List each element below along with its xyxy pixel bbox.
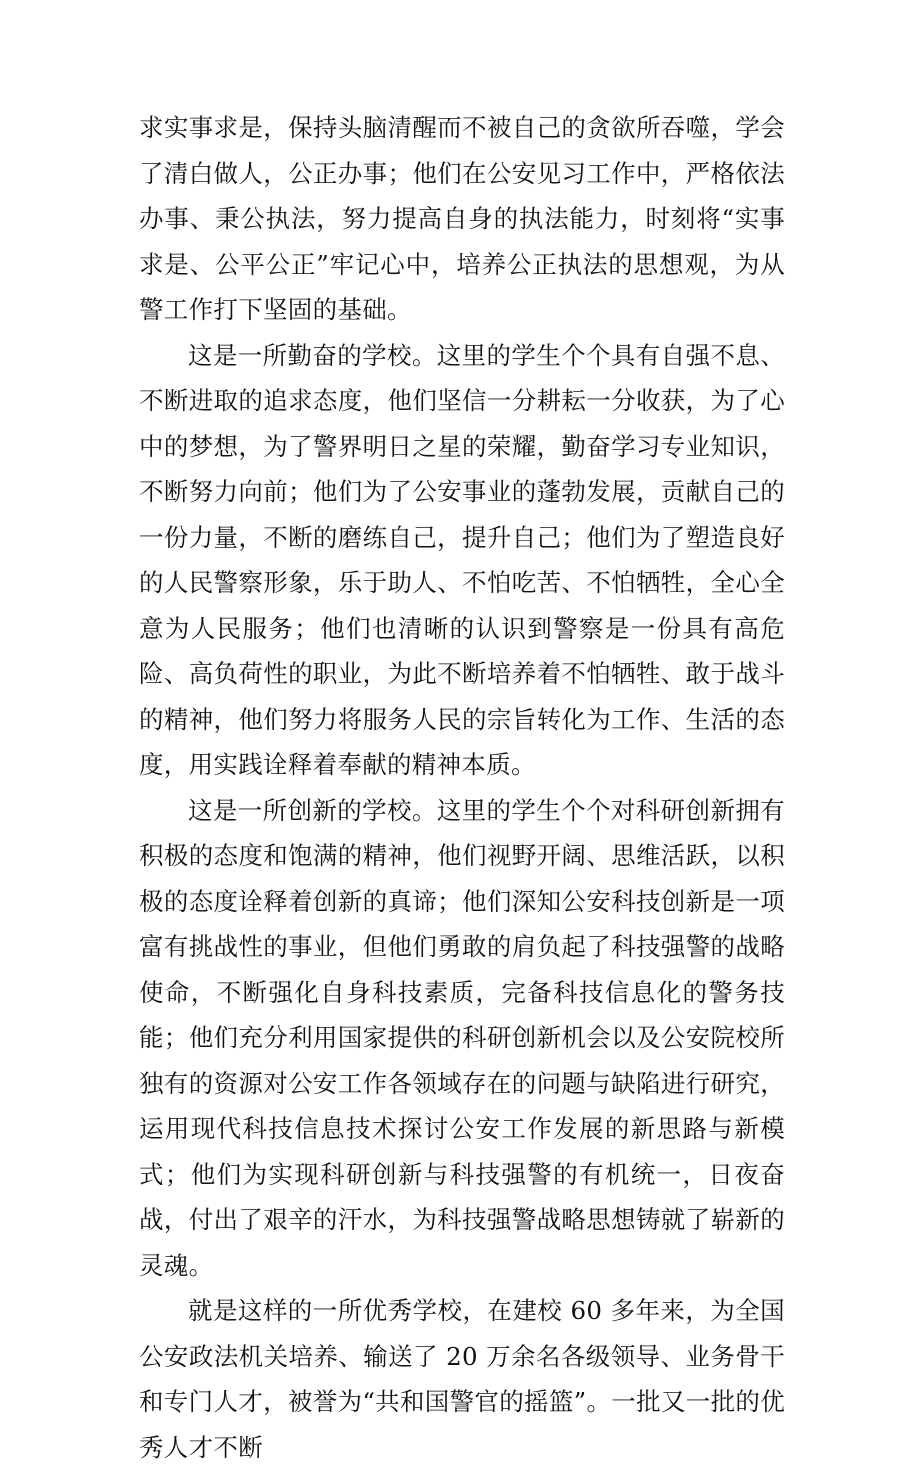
paragraph-continuation: 求实事求是，保持头脑清醒而不被自己的贪欲所吞噬，学会了清白做人，公正办事；他们在公安见习工作中，严格依法办事、秉公执法，努力提高自身的执法能力，时刻将“实事求是、公平公正”牢记心中，培养公正执法的思想观，为从警工作打下坚固的基础。: [139, 113, 785, 324]
paragraph-excellent-school: 就是这样的一所优秀学校，在建校 60 多年来，为全国公安政法机关培养、输送了 20 万余名各级领导、业务骨干和专门人才，被誉为“共和国警官的摇篮”。一批又一批的优秀人才不断: [139, 1296, 785, 1462]
paragraph-innovative-school: 这是一所创新的学校。这里的学生个个对科研创新拥有积极的态度和饱满的精神，他们视野开阔、思维活跃，以积极的态度诠释着创新的真谛；他们深知公安科技创新是一项富有挑战性的事业，但他们勇敢的肩负起了科技强警的战略使命，不断强化自身科技素质，完备科技信息化的警务技能；他们充分利用国家提供的科研创新机会以及公安院校所独有的资源对公安工作各领域存在的问题与缺陷进行研究，运用现代科技信息技术探讨公安工作发展的新思路与新模式；他们为实现科研创新与科技强警的有机统一，日夜奋战，付出了艰辛的汗水，为科技强警战略思想铸就了崭新的灵魂。: [139, 795, 785, 1280]
paragraph-diligent-school: 这是一所勤奋的学校。这里的学生个个具有自强不息、不断进取的追求态度，他们坚信一分耕耘一分收获，为了心中的梦想，为了警界明日之星的荣耀，勤奋学习专业知识，不断努力向前；他们为了公安事业的蓬勃发展，贡献自己的一份力量，不断的磨练自己，提升自己；他们为了塑造良好的人民警察形象，乐于助人、不怕吃苦、不怕牺牲，全心全意为人民服务；他们也清晰的认识到警察是一份具有高危险、高负荷性的职业，为此不断培养着不怕牺牲、敢于战斗的精神，他们努力将服务人民的宗旨转化为工作、生活的态度，用实践诠释着奉献的精神本质。: [139, 340, 785, 779]
document-body: [139, 105, 785, 1470]
